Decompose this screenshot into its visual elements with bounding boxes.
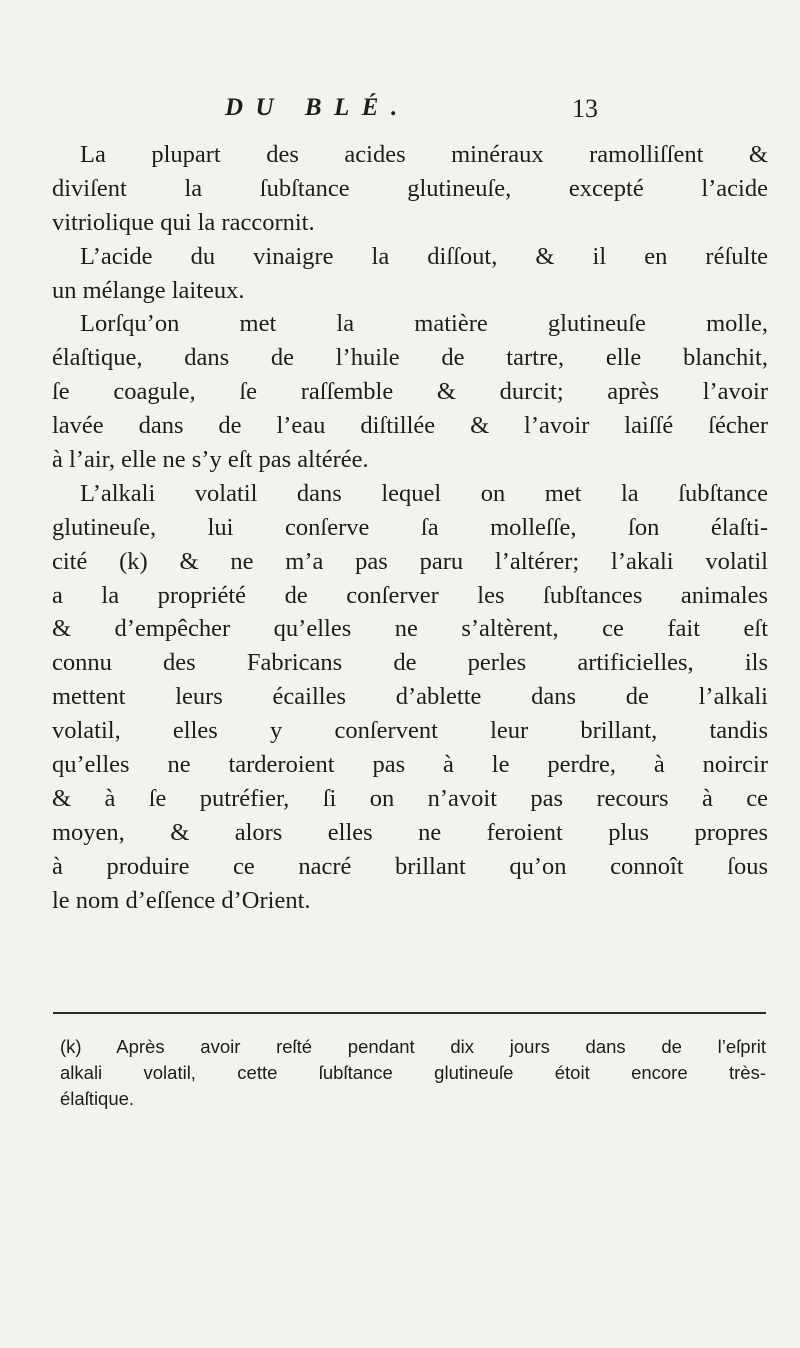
running-head xyxy=(225,94,625,134)
text-line: connu des Fabricans de perles artificielles, ils xyxy=(52,649,768,677)
footnote xyxy=(60,1034,766,1112)
page-number: 13 xyxy=(572,94,598,123)
text-line: volatil, elles y conſervent leur brillant, tandis xyxy=(52,717,768,745)
text-line: Lorſqu’on met la matière glutineuſe molle, xyxy=(80,310,768,338)
text-line: & d’empêcher qu’elles ne s’altèrent, ce fait eſt xyxy=(52,615,768,643)
text-line: ſe coagule, ſe raſſemble & durcit; après l’avoir xyxy=(52,378,768,406)
body-text xyxy=(52,138,768,917)
text-line: La plupart des acides minéraux ramolliſſent & xyxy=(80,141,768,168)
text-line: diviſent la ſubſtance glutineuſe, excepté l’acide xyxy=(52,174,768,202)
text-line: glutineuſe, lui conſerve ſa molleſſe, ſon élaſti- xyxy=(52,513,768,541)
footnote-line: (k) Après avoir reſté pendant dix jours dans de l’eſprit xyxy=(60,1036,766,1057)
text-line: L’alkali volatil dans lequel on met la ſubſtance xyxy=(80,479,768,507)
text-line: un mélange laiteux. xyxy=(52,276,245,304)
footnote-line: élaſtique. xyxy=(60,1088,135,1109)
text-line: moyen, & alors elles ne feroient plus propres xyxy=(52,818,768,846)
text-line: L’acide du vinaigre la diſſout, & il en réſulte xyxy=(80,242,768,270)
footnote-divider xyxy=(53,1012,766,1014)
text-line: lavée dans de l’eau diſtillée & l’avoir laiſſé ſécher xyxy=(52,412,768,440)
text-line: cité (k) & ne m’a pas paru l’altérer; l’akali volatil xyxy=(52,547,768,575)
text-line: élaſtique, dans de l’huile de tartre, elle blanchit, xyxy=(52,344,768,372)
footnote-line: alkali volatil, cette ſubſtance glutineuſe étoit encore très- xyxy=(60,1062,766,1083)
text-line: vitriolique qui la raccornit. xyxy=(52,208,315,236)
text-line: a la propriété de conſerver les ſubſtances animales xyxy=(52,581,768,609)
text-line: qu’elles ne tarderoient pas à le perdre, à noircir xyxy=(52,751,768,779)
text-line: mettent leurs écailles d’ablette dans de l’alkali xyxy=(52,683,768,711)
text-line: à produire ce nacré brillant qu’on connoît ſous xyxy=(52,852,768,880)
text-line: à l’air, elle ne s’y eſt pas altérée. xyxy=(52,446,369,474)
text-line: & à ſe putréfier, ſi on n’avoit pas recours à ce xyxy=(52,784,768,812)
running-title: DU BLÉ. xyxy=(225,94,410,121)
text-line: le nom d’eſſence d’Orient. xyxy=(52,886,311,914)
